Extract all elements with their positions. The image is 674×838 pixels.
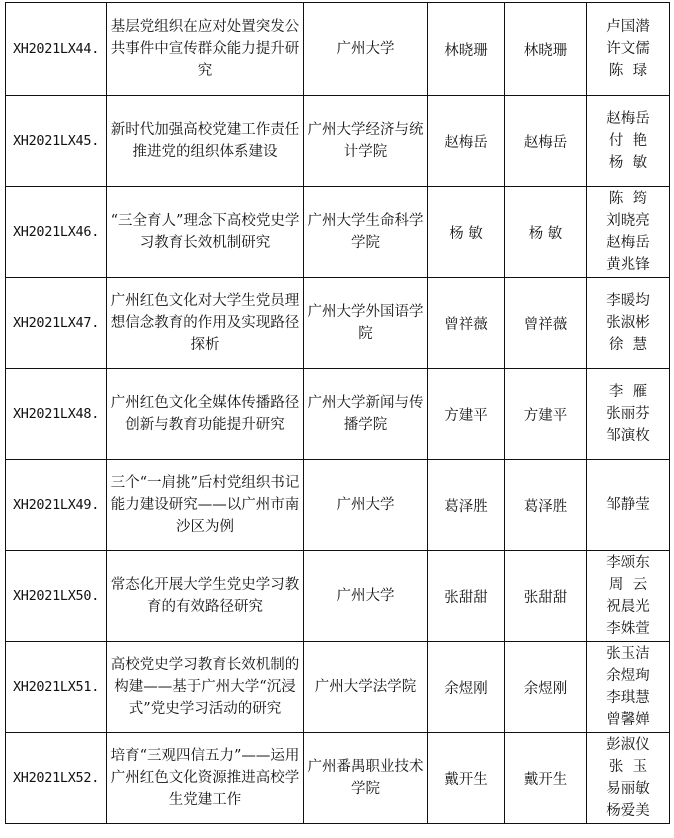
- table-row: [6, 96, 670, 187]
- member-name: 邹静莹: [606, 497, 650, 513]
- members-cell: [587, 187, 670, 278]
- project-title-cell: “三全育人”理念下高校党史学习教育长效机制研究: [107, 187, 304, 278]
- unit-cell: 广州大学外国语学院: [304, 278, 428, 369]
- member-name: 徐 慧: [608, 337, 648, 353]
- member-name: 赵梅岳: [606, 111, 650, 127]
- member-name: 黄兆锋: [606, 257, 650, 273]
- member-name: 祝晨光: [606, 599, 650, 615]
- members-cell: [587, 278, 670, 369]
- member-name: 张丽芬: [606, 406, 650, 422]
- member-name: 李暖均: [606, 293, 650, 309]
- host-cell: 林晓珊: [428, 3, 505, 96]
- member-name: 李颂东: [606, 555, 650, 571]
- unit-cell: 广州番禺职业技术学院: [304, 733, 428, 824]
- contact-cell: 余煜刚: [505, 642, 587, 733]
- project-id-cell: XH2021LX48.: [6, 369, 107, 460]
- table-row: [6, 3, 670, 96]
- members-cell: [587, 551, 670, 642]
- project-id-cell: XH2021LX51.: [6, 642, 107, 733]
- member-name: 易丽敏: [606, 781, 650, 797]
- member-name: 曾馨婵: [606, 712, 650, 728]
- unit-cell: 广州大学新闻与传播学院: [304, 369, 428, 460]
- project-id-cell: XH2021LX52.: [6, 733, 107, 824]
- project-title-cell: 高校党史学习教育长效机制的构建——基于广州大学“沉浸式”党史学习活动的研究: [107, 642, 304, 733]
- project-title-cell: 广州红色文化对大学生党员理想信念教育的作用及实现路径探析: [107, 278, 304, 369]
- project-title-cell: 培育“三观四信五力”——运用广州红色文化资源推进高校学生党建工作: [107, 733, 304, 824]
- member-name: 彭淑仪: [606, 737, 650, 753]
- contact-cell: 方建平: [505, 369, 587, 460]
- table-row: [6, 278, 670, 369]
- unit-cell: 广州大学生命科学学院: [304, 187, 428, 278]
- member-name: 卢国潜: [606, 19, 650, 35]
- project-title-cell: 新时代加强高校党建工作责任推进党的组织体系建设: [107, 96, 304, 187]
- members-cell: [587, 460, 670, 551]
- members-cell: [587, 96, 670, 187]
- project-title-cell: 常态化开展大学生党史学习教育的有效路径研究: [107, 551, 304, 642]
- member-name: 杨爱美: [606, 803, 650, 819]
- member-name: 张 玉: [608, 759, 648, 775]
- unit-cell: 广州大学法学院: [304, 642, 428, 733]
- member-name: 许文儒: [606, 41, 650, 57]
- unit-cell: 广州大学: [304, 551, 428, 642]
- member-name: 陈 琭: [608, 63, 648, 79]
- member-name: 邹演枚: [606, 428, 650, 444]
- project-table: [5, 2, 670, 824]
- table-row: [6, 187, 670, 278]
- unit-cell: 广州大学: [304, 3, 428, 96]
- table-row: [6, 551, 670, 642]
- member-name: 陈 筠: [608, 191, 648, 207]
- table-row: [6, 460, 670, 551]
- contact-cell: 张甜甜: [505, 551, 587, 642]
- host-cell: 余煜刚: [428, 642, 505, 733]
- member-name: 周 云: [608, 577, 648, 593]
- member-name: 赵梅岳: [606, 235, 650, 251]
- member-name: 余煜珣: [606, 668, 650, 684]
- member-name: 张淑彬: [606, 315, 650, 331]
- members-cell: [587, 733, 670, 824]
- member-name: 付 艳: [608, 133, 648, 149]
- table-body: [6, 3, 670, 824]
- project-title-cell: 三个“一肩挑”后村党组织书记能力建设研究——以广州市南沙区为例: [107, 460, 304, 551]
- member-name: 刘晓亮: [606, 213, 650, 229]
- contact-cell: 林晓珊: [505, 3, 587, 96]
- host-cell: 方建平: [428, 369, 505, 460]
- project-title-cell: 广州红色文化全媒体传播路径创新与教育功能提升研究: [107, 369, 304, 460]
- table-row: [6, 642, 670, 733]
- member-name: 张玉洁: [606, 646, 650, 662]
- host-cell: 葛泽胜: [428, 460, 505, 551]
- members-cell: [587, 642, 670, 733]
- contact-cell: 戴开生: [505, 733, 587, 824]
- host-cell: 赵梅岳: [428, 96, 505, 187]
- host-cell: 张甜甜: [428, 551, 505, 642]
- host-cell: 杨 敏: [428, 187, 505, 278]
- project-id-cell: XH2021LX45.: [6, 96, 107, 187]
- project-id-cell: XH2021LX46.: [6, 187, 107, 278]
- project-id-cell: XH2021LX49.: [6, 460, 107, 551]
- member-name: 李 雁: [608, 384, 648, 400]
- contact-cell: 赵梅岳: [505, 96, 587, 187]
- project-id-cell: XH2021LX44.: [6, 3, 107, 96]
- project-title-cell: 基层党组织在应对处置突发公共事件中宣传群众能力提升研究: [107, 3, 304, 96]
- member-name: 李姝萱: [606, 621, 650, 637]
- project-id-cell: XH2021LX50.: [6, 551, 107, 642]
- host-cell: 曾祥薇: [428, 278, 505, 369]
- table-row: [6, 369, 670, 460]
- table-row: [6, 733, 670, 824]
- contact-cell: 曾祥薇: [505, 278, 587, 369]
- host-cell: 戴开生: [428, 733, 505, 824]
- members-cell: [587, 369, 670, 460]
- member-name: 杨 敏: [608, 155, 648, 171]
- member-name: 李琪慧: [606, 690, 650, 706]
- project-id-cell: XH2021LX47.: [6, 278, 107, 369]
- unit-cell: 广州大学: [304, 460, 428, 551]
- contact-cell: 葛泽胜: [505, 460, 587, 551]
- unit-cell: 广州大学经济与统计学院: [304, 96, 428, 187]
- contact-cell: 杨 敏: [505, 187, 587, 278]
- members-cell: [587, 3, 670, 96]
